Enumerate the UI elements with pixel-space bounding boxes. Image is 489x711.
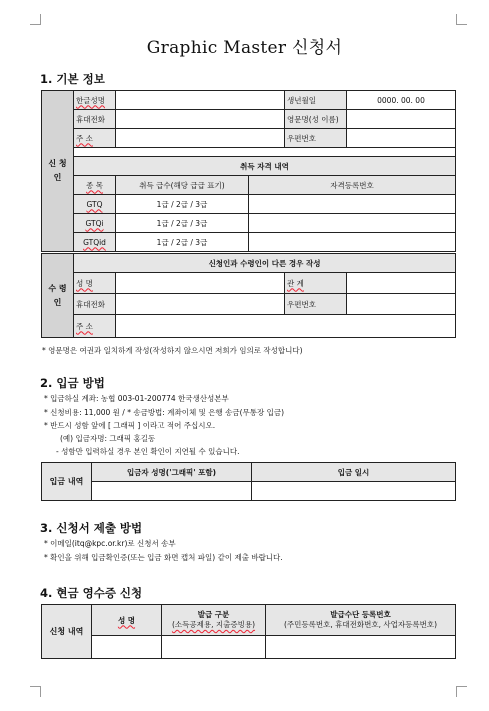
recipient-address-field[interactable] [116, 315, 456, 338]
cert-number-field[interactable] [249, 233, 456, 252]
receipt-number-header: 발급수단 등록번호 (주민등록번호, 휴대전화번호, 사업자등록번호) [266, 605, 456, 636]
cert-number-field[interactable] [249, 214, 456, 233]
recipient-postal-field[interactable] [347, 294, 456, 315]
name-en-field[interactable] [347, 110, 456, 129]
receipt-number-field[interactable] [266, 636, 456, 659]
cert-col-grade: 취득 급수(해당 급급 표기) [116, 176, 249, 195]
deposit-date-field[interactable] [252, 482, 456, 501]
cert-grade[interactable]: 1급 / 2급 / 3급 [116, 195, 249, 214]
postal-field[interactable] [347, 129, 456, 148]
section-heading-payment: 2. 입금 방법 [40, 376, 105, 390]
english-name-footnote: * 영문명은 여권과 일치하게 작성(작성하지 않으시면 저희가 임의로 작성합니다) [42, 346, 303, 355]
crop-mark [30, 686, 41, 697]
receipt-label: 신청 내역 [42, 605, 92, 659]
recipient-name-field[interactable] [116, 273, 285, 294]
birth-label: 생년월일 [285, 91, 347, 110]
crop-mark [456, 14, 467, 25]
deposit-label: 입금 내역 [42, 463, 92, 501]
recipient-mobile-field[interactable] [116, 294, 285, 315]
cert-section-title: 취득 자격 내역 [74, 157, 456, 176]
section-heading-basic-info: 1. 기본 정보 [40, 72, 105, 86]
cert-grade[interactable]: 1급 / 2급 / 3급 [116, 214, 249, 233]
crop-mark [30, 14, 41, 25]
name-kr-field[interactable] [116, 91, 285, 110]
receipt-name-header: 성 명 [92, 605, 162, 636]
receipt-type-field[interactable] [162, 636, 266, 659]
name-en-label: 영문명(성 이름) [285, 110, 347, 129]
payment-account-line: * 입금하실 계좌: 농협 003-01-200774 한국생산성본부 [44, 394, 229, 403]
recipient-section-title: 신청인과 수령인이 다른 경우 작성 [74, 254, 456, 273]
cash-receipt-table [41, 604, 456, 659]
postal-label: 우편번호 [285, 129, 347, 148]
cert-name: GTQ [74, 195, 116, 214]
receipt-name-field[interactable] [92, 636, 162, 659]
spacer-row [74, 148, 456, 157]
deposit-table [41, 462, 456, 501]
recipient-relation-field[interactable] [347, 273, 456, 294]
recipient-address-label: 주 소 [74, 315, 116, 338]
crop-mark [456, 686, 467, 697]
payment-name-rule-line: * 반드시 성함 앞에 [ 그래픽 ] 이라고 적어 주십시오. [44, 421, 216, 430]
recipient-postal-label: 우편번호 [285, 294, 347, 315]
applicant-side-label: 신 청 인 [42, 91, 74, 252]
recipient-side-label: 수 령 인 [42, 254, 74, 338]
cert-grade[interactable]: 1급 / 2급 / 3급 [116, 233, 249, 252]
document-title: Graphic Master 신청서 [146, 38, 343, 58]
name-kr-label: 한글성명 [74, 91, 116, 110]
cert-col-name: 종 목 [74, 176, 116, 195]
mobile-label: 휴대전화 [74, 110, 116, 129]
recipient-table [41, 253, 456, 338]
recipient-relation-label: 관 계 [285, 273, 347, 294]
section-heading-cash-receipt: 4. 현금 영수증 신청 [40, 586, 143, 600]
cert-name: GTQi [74, 214, 116, 233]
basic-info-table [41, 90, 456, 252]
payment-fee-line: * 신청비용: 11,000 원 / * 송금방법: 계좌이체 및 은행 송금(무통장 입금) [44, 408, 285, 417]
submission-proof-line: * 확인을 위해 입금확인증(또는 입금 화면 캡처 파일) 같이 제출 바랍니다. [44, 553, 283, 562]
birth-field[interactable]: 0000. 00. 00 [347, 91, 456, 110]
address-field[interactable] [116, 129, 285, 148]
submission-email-line: * 이메일(itq@kpc.or.kr)로 신청서 송부 [44, 539, 176, 548]
mobile-field[interactable] [116, 110, 285, 129]
depositor-name-header: 입금자 성명('그래픽' 포함) [92, 463, 252, 482]
receipt-type-header: 발급 구분 (소득공제용, 지출증빙용) [162, 605, 266, 636]
payment-warning-line: - 성함만 입력하실 경우 본인 확인이 지연될 수 있습니다. [56, 447, 240, 456]
payment-example-line: (예) 입금자명: 그래픽 홍길동 [60, 434, 156, 443]
recipient-name-label: 성 명 [74, 273, 116, 294]
cert-name: GTQid [74, 233, 116, 252]
cert-number-field[interactable] [249, 195, 456, 214]
cert-col-number: 자격등록번호 [249, 176, 456, 195]
section-heading-submission: 3. 신청서 제출 방법 [40, 521, 143, 535]
deposit-date-header: 입금 일시 [252, 463, 456, 482]
address-label: 주 소 [74, 129, 116, 148]
depositor-name-field[interactable] [92, 482, 252, 501]
recipient-mobile-label: 휴대전화 [74, 294, 116, 315]
